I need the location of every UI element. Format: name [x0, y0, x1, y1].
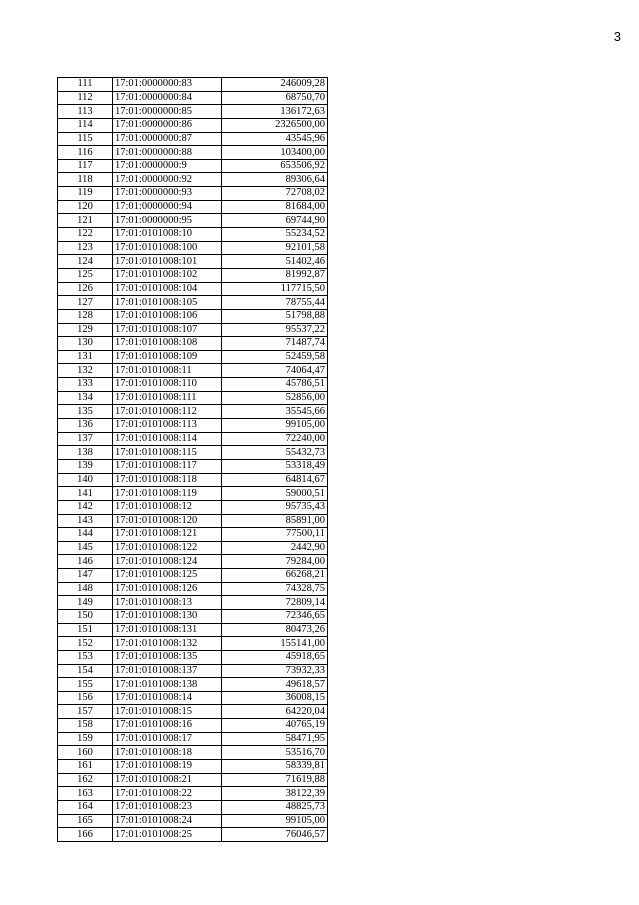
cadastral-number-cell: 17:01:0101008:131: [113, 623, 222, 637]
cadastral-number-cell: 17:01:0101008:119: [113, 487, 222, 501]
row-number-cell: 138: [58, 446, 113, 460]
table-row: [58, 91, 328, 105]
row-number-cell: 150: [58, 609, 113, 623]
cadastral-value-cell: 92101,58: [222, 241, 328, 255]
cadastral-number-cell: 17:01:0101008:122: [113, 541, 222, 555]
cadastral-value-cell: 64220,04: [222, 705, 328, 719]
cadastral-value-cell: 76046,57: [222, 828, 328, 842]
cadastral-value-cell: 66268,21: [222, 569, 328, 583]
cadastral-number-cell: 17:01:0101008:18: [113, 746, 222, 760]
cadastral-number-cell: 17:01:0101008:104: [113, 282, 222, 296]
cadastral-number-cell: 17:01:0101008:101: [113, 255, 222, 269]
row-number-cell: 124: [58, 255, 113, 269]
cadastral-value-cell: 117715,50: [222, 282, 328, 296]
cadastral-value-cell: 52856,00: [222, 391, 328, 405]
cadastral-value-cell: 38122,39: [222, 787, 328, 801]
cadastral-value-cell: 53318,49: [222, 459, 328, 473]
cadastral-value-cell: 79284,00: [222, 555, 328, 569]
cadastral-number-cell: 17:01:0101008:135: [113, 650, 222, 664]
cadastral-number-cell: 17:01:0101008:106: [113, 309, 222, 323]
row-number-cell: 162: [58, 773, 113, 787]
cadastral-number-cell: 17:01:0000000:9: [113, 159, 222, 173]
table-row: [58, 391, 328, 405]
cadastral-value-cell: 59000,51: [222, 487, 328, 501]
cadastral-value-cell: 136172,63: [222, 105, 328, 119]
row-number-cell: 149: [58, 596, 113, 610]
cadastral-number-cell: 17:01:0101008:17: [113, 732, 222, 746]
cadastral-number-cell: 17:01:0101008:118: [113, 473, 222, 487]
cadastral-number-cell: 17:01:0101008:100: [113, 241, 222, 255]
cadastral-number-cell: 17:01:0101008:132: [113, 637, 222, 651]
table-row: [58, 241, 328, 255]
row-number-cell: 114: [58, 118, 113, 132]
cadastral-number-cell: 17:01:0000000:94: [113, 200, 222, 214]
row-number-cell: 157: [58, 705, 113, 719]
table-row: [58, 555, 328, 569]
cadastral-value-cell: 55234,52: [222, 228, 328, 242]
cadastral-number-cell: 17:01:0101008:24: [113, 814, 222, 828]
cadastral-value-cell: 71487,74: [222, 337, 328, 351]
table-row: [58, 582, 328, 596]
table-row: [58, 146, 328, 160]
cadastral-value-cell: 74064,47: [222, 364, 328, 378]
cadastral-value-cell: 69744,90: [222, 214, 328, 228]
row-number-cell: 119: [58, 187, 113, 201]
table-row: [58, 309, 328, 323]
row-number-cell: 144: [58, 528, 113, 542]
table-row: [58, 719, 328, 733]
row-number-cell: 141: [58, 487, 113, 501]
row-number-cell: 154: [58, 664, 113, 678]
row-number-cell: 155: [58, 678, 113, 692]
cadastral-number-cell: 17:01:0101008:138: [113, 678, 222, 692]
row-number-cell: 158: [58, 719, 113, 733]
cadastral-value-cell: 72809,14: [222, 596, 328, 610]
table-row: [58, 419, 328, 433]
table-row: [58, 378, 328, 392]
row-number-cell: 118: [58, 173, 113, 187]
row-number-cell: 134: [58, 391, 113, 405]
row-number-cell: 139: [58, 459, 113, 473]
cadastral-number-cell: 17:01:0101008:108: [113, 337, 222, 351]
cadastral-number-cell: 17:01:0101008:112: [113, 405, 222, 419]
cadastral-value-cell: 53516,70: [222, 746, 328, 760]
cadastral-value-cell: 58471,95: [222, 732, 328, 746]
cadastral-value-cell: 35545,66: [222, 405, 328, 419]
row-number-cell: 166: [58, 828, 113, 842]
table-row: [58, 405, 328, 419]
table-row: [58, 732, 328, 746]
cadastral-value-cell: 48825,73: [222, 800, 328, 814]
table-row: [58, 296, 328, 310]
cadastral-number-cell: 17:01:0101008:12: [113, 500, 222, 514]
cadastral-value-cell: 74328,75: [222, 582, 328, 596]
cadastral-number-cell: 17:01:0101008:126: [113, 582, 222, 596]
row-number-cell: 137: [58, 432, 113, 446]
row-number-cell: 143: [58, 514, 113, 528]
table-row: [58, 228, 328, 242]
cadastral-value-cell: 45786,51: [222, 378, 328, 392]
table-row: [58, 514, 328, 528]
table-row: [58, 664, 328, 678]
table-row: [58, 609, 328, 623]
table-row: [58, 200, 328, 214]
cadastral-number-cell: 17:01:0000000:83: [113, 78, 222, 92]
cadastral-value-cell: 45918,65: [222, 650, 328, 664]
table-row: [58, 446, 328, 460]
cadastral-number-cell: 17:01:0000000:85: [113, 105, 222, 119]
cadastral-number-cell: 17:01:0101008:114: [113, 432, 222, 446]
table-row: [58, 541, 328, 555]
row-number-cell: 122: [58, 228, 113, 242]
table-row: [58, 487, 328, 501]
cadastral-value-cell: 653506,92: [222, 159, 328, 173]
cadastral-value-cell: 72708,02: [222, 187, 328, 201]
table-row: [58, 214, 328, 228]
row-number-cell: 130: [58, 337, 113, 351]
row-number-cell: 117: [58, 159, 113, 173]
cadastral-value-cell: 52459,58: [222, 350, 328, 364]
table-row: [58, 159, 328, 173]
cadastral-number-cell: 17:01:0101008:22: [113, 787, 222, 801]
table-row: [58, 760, 328, 774]
row-number-cell: 127: [58, 296, 113, 310]
cadastral-value-cell: 68750,70: [222, 91, 328, 105]
cadastral-number-cell: 17:01:0101008:21: [113, 773, 222, 787]
row-number-cell: 136: [58, 419, 113, 433]
table-row: [58, 132, 328, 146]
cadastral-value-cell: 51402,46: [222, 255, 328, 269]
cadastral-value-cell: 81992,87: [222, 268, 328, 282]
row-number-cell: 129: [58, 323, 113, 337]
row-number-cell: 147: [58, 569, 113, 583]
row-number-cell: 132: [58, 364, 113, 378]
cadastral-number-cell: 17:01:0101008:125: [113, 569, 222, 583]
cadastral-value-cell: 64814,67: [222, 473, 328, 487]
row-number-cell: 121: [58, 214, 113, 228]
cadastral-number-cell: 17:01:0000000:88: [113, 146, 222, 160]
table-row: [58, 569, 328, 583]
table-row: [58, 323, 328, 337]
table-row: [58, 282, 328, 296]
row-number-cell: 140: [58, 473, 113, 487]
cadastral-value-cell: 72346,65: [222, 609, 328, 623]
row-number-cell: 145: [58, 541, 113, 555]
table-row: [58, 268, 328, 282]
cadastral-number-cell: 17:01:0101008:19: [113, 760, 222, 774]
cadastral-number-cell: 17:01:0101008:111: [113, 391, 222, 405]
cadastral-value-cell: 246009,28: [222, 78, 328, 92]
page-number: 3: [613, 29, 621, 44]
row-number-cell: 161: [58, 760, 113, 774]
cadastral-number-cell: 17:01:0000000:86: [113, 118, 222, 132]
row-number-cell: 163: [58, 787, 113, 801]
table-row: [58, 678, 328, 692]
cadastral-value-cell: 103400,00: [222, 146, 328, 160]
cadastral-value-cell: 2326500,00: [222, 118, 328, 132]
cadastral-number-cell: 17:01:0101008:109: [113, 350, 222, 364]
row-number-cell: 125: [58, 268, 113, 282]
row-number-cell: 152: [58, 637, 113, 651]
row-number-cell: 148: [58, 582, 113, 596]
cadastral-value-cell: 2442,90: [222, 541, 328, 555]
table-row: [58, 528, 328, 542]
cadastral-number-cell: 17:01:0101008:16: [113, 719, 222, 733]
row-number-cell: 115: [58, 132, 113, 146]
cadastral-number-cell: 17:01:0101008:120: [113, 514, 222, 528]
cadastral-value-cell: 85891,00: [222, 514, 328, 528]
cadastral-number-cell: 17:01:0101008:115: [113, 446, 222, 460]
cadastral-number-cell: 17:01:0101008:117: [113, 459, 222, 473]
table-row: [58, 255, 328, 269]
table-row: [58, 432, 328, 446]
row-number-cell: 165: [58, 814, 113, 828]
cadastral-number-cell: 17:01:0101008:102: [113, 268, 222, 282]
row-number-cell: 156: [58, 691, 113, 705]
cadastral-value-cell: 155141,00: [222, 637, 328, 651]
cadastral-value-cell: 77500,11: [222, 528, 328, 542]
cadastral-number-cell: 17:01:0101008:25: [113, 828, 222, 842]
cadastral-value-cell: 72240,00: [222, 432, 328, 446]
cadastral-number-cell: 17:01:0101008:113: [113, 419, 222, 433]
cadastral-value-cell: 73932,33: [222, 664, 328, 678]
cadastral-value-cell: 40765,19: [222, 719, 328, 733]
table-row: [58, 787, 328, 801]
row-number-cell: 116: [58, 146, 113, 160]
cadastral-number-cell: 17:01:0101008:105: [113, 296, 222, 310]
table-body: [58, 78, 328, 842]
cadastral-value-cell: 43545,96: [222, 132, 328, 146]
table-row: [58, 350, 328, 364]
table-row: [58, 637, 328, 651]
table-row: [58, 828, 328, 842]
table-row: [58, 596, 328, 610]
cadastral-value-cell: 99105,00: [222, 419, 328, 433]
cadastral-value-cell: 89306,64: [222, 173, 328, 187]
cadastral-number-cell: 17:01:0000000:93: [113, 187, 222, 201]
table-row: [58, 364, 328, 378]
cadastral-number-cell: 17:01:0101008:10: [113, 228, 222, 242]
cadastral-value-cell: 71619,88: [222, 773, 328, 787]
row-number-cell: 126: [58, 282, 113, 296]
cadastral-number-cell: 17:01:0101008:121: [113, 528, 222, 542]
cadastral-number-cell: 17:01:0101008:130: [113, 609, 222, 623]
cadastral-value-cell: 49618,57: [222, 678, 328, 692]
cadastral-value-table: [57, 77, 328, 842]
cadastral-value-cell: 81684,00: [222, 200, 328, 214]
cadastral-number-cell: 17:01:0101008:107: [113, 323, 222, 337]
row-number-cell: 146: [58, 555, 113, 569]
cadastral-value-cell: 78755,44: [222, 296, 328, 310]
table-row: [58, 800, 328, 814]
table-row: [58, 773, 328, 787]
cadastral-value-cell: 58339,81: [222, 760, 328, 774]
table-row: [58, 78, 328, 92]
cadastral-number-cell: 17:01:0101008:124: [113, 555, 222, 569]
table-row: [58, 173, 328, 187]
cadastral-number-cell: 17:01:0101008:15: [113, 705, 222, 719]
row-number-cell: 142: [58, 500, 113, 514]
row-number-cell: 113: [58, 105, 113, 119]
row-number-cell: 159: [58, 732, 113, 746]
cadastral-value-cell: 51798,88: [222, 309, 328, 323]
cadastral-value-cell: 95735,43: [222, 500, 328, 514]
table-row: [58, 187, 328, 201]
row-number-cell: 131: [58, 350, 113, 364]
row-number-cell: 133: [58, 378, 113, 392]
table-row: [58, 118, 328, 132]
row-number-cell: 164: [58, 800, 113, 814]
cadastral-number-cell: 17:01:0101008:14: [113, 691, 222, 705]
row-number-cell: 120: [58, 200, 113, 214]
table-row: [58, 105, 328, 119]
cadastral-number-cell: 17:01:0000000:84: [113, 91, 222, 105]
table-row: [58, 814, 328, 828]
cadastral-number-cell: 17:01:0000000:92: [113, 173, 222, 187]
table-row: [58, 337, 328, 351]
cadastral-number-cell: 17:01:0101008:23: [113, 800, 222, 814]
row-number-cell: 151: [58, 623, 113, 637]
table-row: [58, 473, 328, 487]
row-number-cell: 112: [58, 91, 113, 105]
row-number-cell: 128: [58, 309, 113, 323]
table-row: [58, 705, 328, 719]
row-number-cell: 160: [58, 746, 113, 760]
cadastral-number-cell: 17:01:0101008:11: [113, 364, 222, 378]
cadastral-value-cell: 55432,73: [222, 446, 328, 460]
cadastral-value-cell: 99105,00: [222, 814, 328, 828]
table-row: [58, 650, 328, 664]
cadastral-value-cell: 36008,15: [222, 691, 328, 705]
cadastral-value-cell: 80473,26: [222, 623, 328, 637]
row-number-cell: 135: [58, 405, 113, 419]
cadastral-number-cell: 17:01:0000000:87: [113, 132, 222, 146]
cadastral-number-cell: 17:01:0101008:110: [113, 378, 222, 392]
cadastral-number-cell: 17:01:0101008:13: [113, 596, 222, 610]
table-row: [58, 459, 328, 473]
cadastral-number-cell: 17:01:0000000:95: [113, 214, 222, 228]
row-number-cell: 111: [58, 78, 113, 92]
row-number-cell: 153: [58, 650, 113, 664]
cadastral-number-cell: 17:01:0101008:137: [113, 664, 222, 678]
row-number-cell: 123: [58, 241, 113, 255]
table-row: [58, 746, 328, 760]
table-row: [58, 500, 328, 514]
table-row: [58, 691, 328, 705]
table-row: [58, 623, 328, 637]
cadastral-value-cell: 95537,22: [222, 323, 328, 337]
